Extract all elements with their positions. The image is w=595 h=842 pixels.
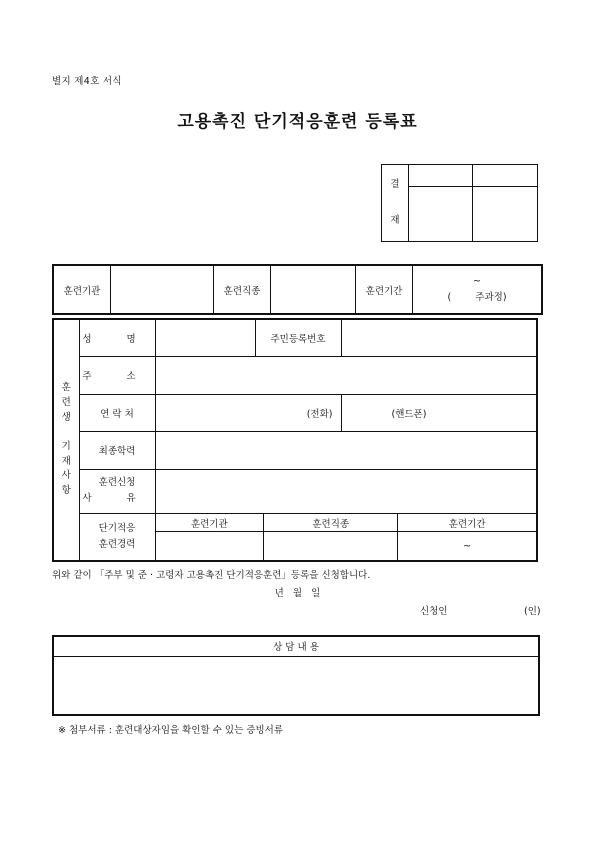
history-label-line-2: 훈련경력 xyxy=(98,538,136,550)
contact-label: 연 락 처 xyxy=(79,394,155,431)
education-field[interactable] xyxy=(155,431,537,469)
training-period-label: 훈련기간 xyxy=(356,265,413,314)
education-label: 최종학력 xyxy=(79,431,155,469)
name-label: 성 명 xyxy=(79,319,155,356)
mobile-field[interactable] xyxy=(341,394,537,431)
applicant-seal: (인) xyxy=(524,606,541,617)
history-institution-label: 훈련기관 xyxy=(156,514,264,532)
rrn-field[interactable] xyxy=(341,319,537,356)
attachment-note: ※ 첨부서류 : 훈련대상자임을 확인할 수 있는 증빙서류 xyxy=(58,725,284,736)
training-job-label: 훈련직종 xyxy=(214,265,271,314)
training-period-field[interactable] xyxy=(413,265,543,314)
training-period-course: ( 주과정) xyxy=(447,291,507,303)
training-job-field[interactable] xyxy=(271,265,356,314)
phone-label: (전화) xyxy=(306,408,333,420)
name-field[interactable] xyxy=(155,319,255,356)
reason-label xyxy=(79,469,155,513)
history-period-field[interactable]: ~ xyxy=(398,532,536,560)
history-label xyxy=(79,513,155,561)
address-label: 주 소 xyxy=(79,356,155,394)
training-info-table xyxy=(52,264,543,315)
applicant-label: 신청인 xyxy=(420,606,448,617)
consultation-table xyxy=(52,635,540,716)
reason-label-line-2: 사 유 xyxy=(82,493,152,504)
reason-field[interactable] xyxy=(155,469,537,513)
history-institution-field[interactable] xyxy=(156,532,264,560)
trainee-section-label: 훈 련 생 기 재 사 항 xyxy=(53,319,79,561)
form-id: 별지 제4호 서식 xyxy=(52,76,122,87)
consultation-field[interactable] xyxy=(53,656,539,715)
training-institution-label: 훈련기관 xyxy=(53,265,111,314)
consultation-title: 상 담 내 용 xyxy=(53,636,539,656)
approval-cell-sign-2[interactable] xyxy=(473,187,538,242)
page-title: 고용촉진 단기적응훈련 등록표 xyxy=(177,112,418,132)
approval-cell-header-2[interactable] xyxy=(473,165,538,187)
history-period-label: 훈련기간 xyxy=(398,514,536,532)
reason-label-line-1: 훈련신청 xyxy=(98,476,136,488)
training-institution-field[interactable] xyxy=(111,265,214,314)
approval-label: 결 재 xyxy=(382,165,409,242)
phone-field[interactable] xyxy=(155,394,341,431)
trainee-table xyxy=(52,318,538,562)
history-job-field[interactable] xyxy=(264,532,398,560)
history-subtable xyxy=(156,514,537,560)
address-field[interactable] xyxy=(155,356,537,394)
mobile-label: (핸드폰) xyxy=(391,408,427,420)
rrn-label: 주민등록번호 xyxy=(255,319,341,356)
history-cell xyxy=(155,513,537,561)
approval-cell-sign-1[interactable] xyxy=(409,187,473,242)
history-job-label: 훈련직종 xyxy=(264,514,398,532)
training-period-tilde: ~ xyxy=(473,276,481,288)
approval-cell-header-1[interactable] xyxy=(409,165,473,187)
history-label-line-1: 단기적응 xyxy=(98,522,136,534)
approval-box xyxy=(381,164,538,242)
application-statement: 위와 같이 「주부 및 준 · 고령자 고용촉진 단기적응훈련」등록을 신청합니다. xyxy=(52,570,371,581)
application-date: 년 월 일 xyxy=(274,588,321,599)
